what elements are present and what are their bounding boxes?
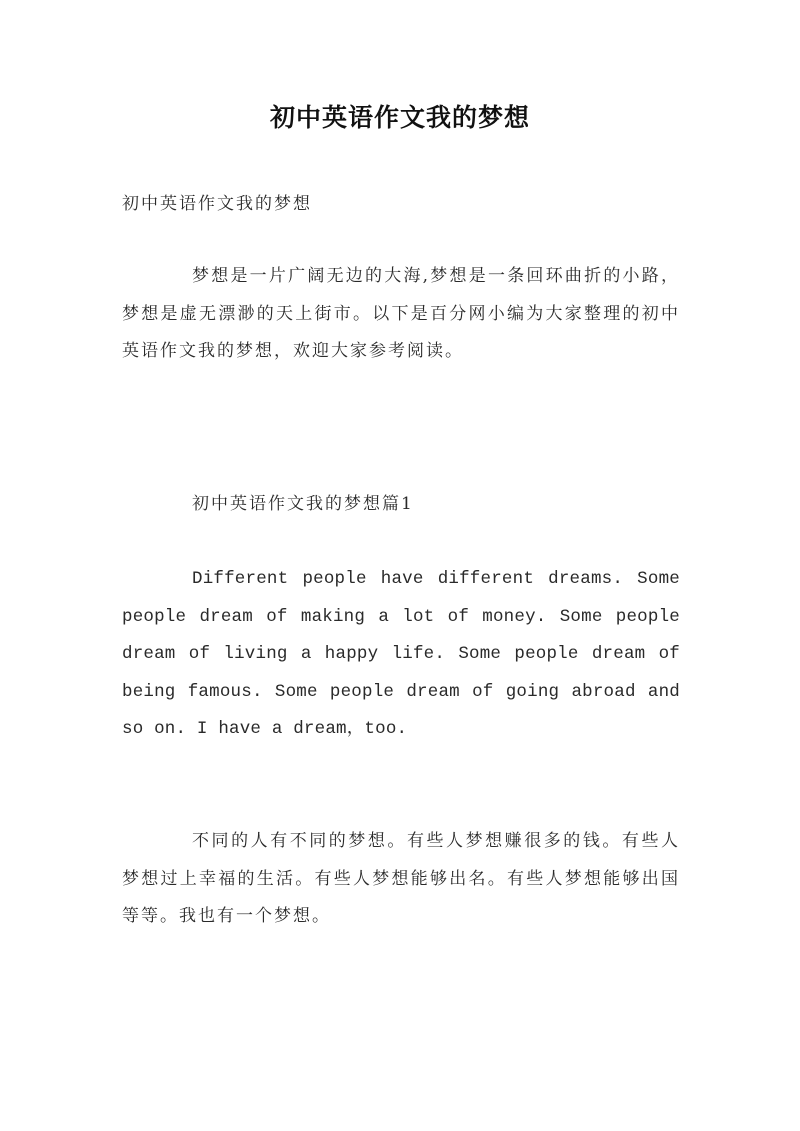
english-paragraph: Different people have different dreams. Some people dream of making a lot of money. Some people dream of living a happy life. Some people dream of being famous. Some people dream of going abroad and so on. I have a dream，too. [122,569,680,739]
intro-paragraph: 梦想是一片广阔无边的大海,梦想是一条回环曲折的小路，梦想是虚无漂渺的天上街市。以下是百分网小编为大家整理的初中英语作文我的梦想，欢迎大家参考阅读。 [122,266,680,361]
document-title: 初中英语作文我的梦想 [269,103,530,132]
chinese-paragraph: 不同的人有不同的梦想。有些人梦想赚很多的钱。有些人梦想过上幸福的生活。有些人梦想能够出名。有些人梦想能够出国等等。我也有一个梦想。 [122,831,680,926]
section-heading: 初中英语作文我的梦想篇1 [192,494,414,514]
document-subtitle: 初中英语作文我的梦想 [122,194,312,214]
